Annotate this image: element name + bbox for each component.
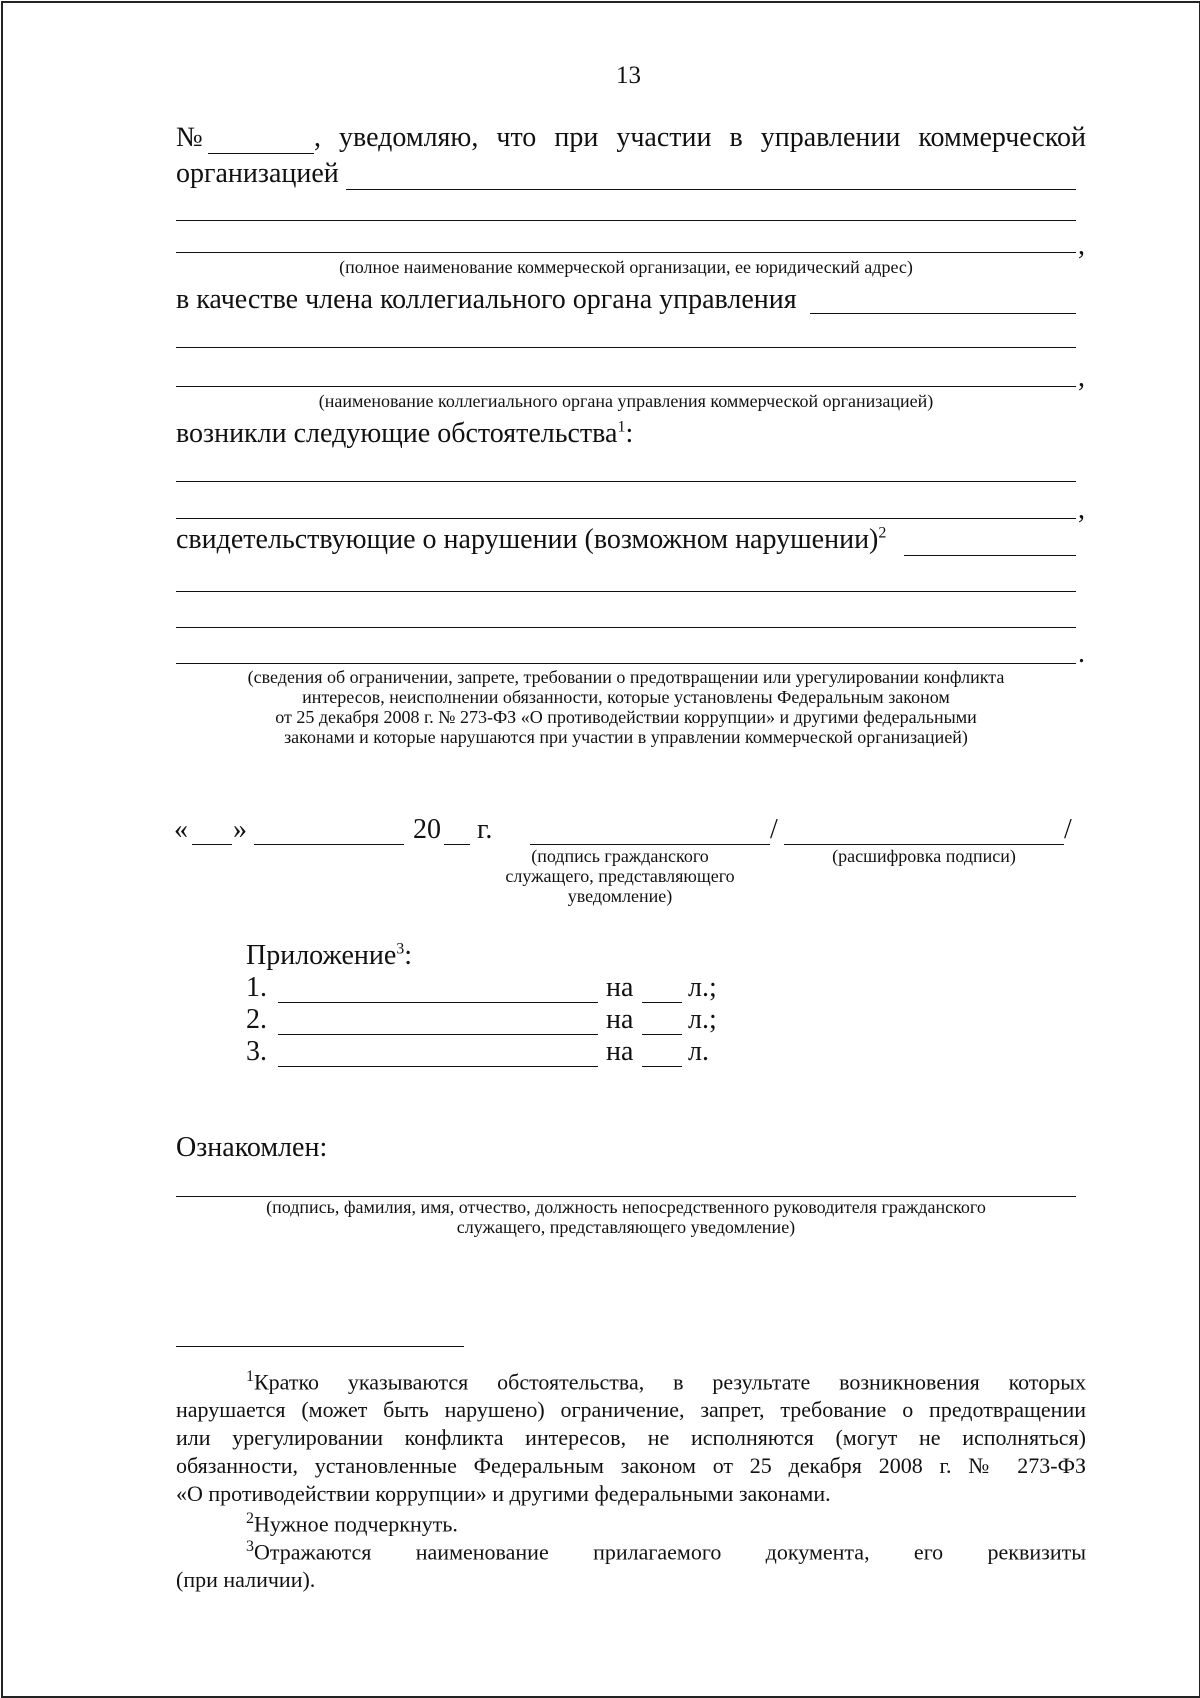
attachment-name-blank-3[interactable]	[278, 1066, 598, 1067]
footnote-mark-3: 3	[246, 1538, 254, 1555]
date-day-blank[interactable]	[192, 844, 232, 845]
page-number: 13	[616, 62, 641, 89]
caption-violation-info: (сведения об ограничении, запрете, требовании о предотвращении или урегулировании конфликта интересов, неисполнении обязанности, которые установлены Федеральным законом от 25 декабря 2008 г. № 273-ФЗ «О противодействии коррупции» и другими федеральными законами и которые нарушаются при участии в управлении коммерческой организацией)	[247, 667, 1005, 747]
date-year-blank[interactable]	[444, 844, 470, 845]
organization-label: организацией	[176, 158, 339, 189]
circumstances-blank-1[interactable]	[176, 481, 1076, 482]
attachment-pages-blank-2[interactable]	[642, 1034, 682, 1035]
attachment-na-1: на	[606, 972, 634, 1003]
attachment-num-2: 2.	[246, 1004, 267, 1035]
comma-3: ,	[1078, 494, 1085, 525]
date-month-blank[interactable]	[254, 844, 404, 845]
violation-blank-4[interactable]	[176, 663, 1076, 664]
date-year-prefix: 20	[413, 814, 441, 845]
signature-blank[interactable]	[530, 844, 770, 845]
organization-blank-2[interactable]	[176, 220, 1076, 221]
attachment-num-1: 1.	[246, 972, 267, 1003]
footnote-ref-2[interactable]: 2	[878, 524, 887, 542]
circumstances-blank-2[interactable]	[176, 518, 1076, 519]
organization-blank-1[interactable]	[346, 189, 1076, 190]
footnote-mark-1: 1	[246, 1368, 254, 1385]
acquainted-label: Ознакомлен:	[176, 1132, 328, 1163]
date-quote-close: »	[233, 814, 247, 845]
footnote-1: $^1$Кратко указываются обстоятельства, в результате возникновения которых нарушается (может быть нарушено) ограничение, запрет, требование о предотвращении или урегулировании конфликта интересов, не исполняются (могут не исполняться) обязанности, установленные Федеральным законом от 25 декабря 2008 г. № 273-ФЗ «О противодействии коррупции» и другими федеральными законами.	[176, 1368, 1086, 1507]
footnote-3: $^3$Отражаются наименование прилагаемого документа, его реквизиты (при наличии).	[176, 1538, 1086, 1593]
date-year-suffix: г.	[477, 814, 493, 845]
date-quote-open: «	[174, 814, 188, 845]
signature-decoding-blank[interactable]	[784, 844, 1064, 845]
caption-acquainted: (подпись, фамилия, имя, отчество, должность непосредственного руководителя гражданского служащего, представляющего уведомление)	[266, 1197, 986, 1237]
violation-blank-3[interactable]	[176, 627, 1076, 628]
attachment-num-3: 3.	[246, 1036, 267, 1067]
footnote-mark-2: 2	[246, 1510, 254, 1527]
attachments-title: Приложение$^3$:	[246, 940, 413, 971]
collegial-organ-label: в качестве члена коллегиального органа управления	[176, 284, 797, 315]
attachment-name-blank-2[interactable]	[278, 1034, 598, 1035]
number-blank[interactable]	[208, 153, 314, 154]
comma-1: ,	[1078, 230, 1085, 261]
period-1: .	[1078, 638, 1085, 669]
attachment-na-2: на	[606, 1004, 634, 1035]
attachment-suffix-3: л.	[688, 1036, 709, 1067]
violation-label: свидетельствующие о нарушении (возможном нарушении)$^2$	[176, 524, 887, 555]
intro-text: , уведомляю, что при участии в управлении коммерческой	[314, 122, 1086, 153]
footnote-ref-1[interactable]: 1	[617, 418, 626, 436]
organization-blank-3[interactable]	[176, 252, 1076, 253]
violation-blank-2[interactable]	[176, 591, 1076, 592]
intro-number-sign: №	[176, 122, 203, 153]
caption-collegial-organ: (наименование коллегиального органа управления коммерческой организацией)	[318, 391, 934, 411]
collegial-organ-blank-3[interactable]	[176, 386, 1076, 387]
circumstances-label: возникли следующие обстоятельства$^1$:	[176, 418, 634, 449]
caption-organization: (полное наименование коммерческой организации, ее юридический адрес)	[339, 257, 913, 277]
attachment-na-3: на	[606, 1036, 634, 1067]
comma-2: ,	[1078, 362, 1085, 393]
violation-blank-1[interactable]	[904, 555, 1076, 556]
collegial-organ-blank-1[interactable]	[810, 313, 1076, 314]
caption-signature: (подпись гражданского служащего, представляющего уведомление)	[505, 846, 735, 906]
attachment-pages-blank-3[interactable]	[642, 1066, 682, 1067]
attachment-pages-blank-1[interactable]	[642, 1002, 682, 1003]
attachment-suffix-1: л.;	[688, 972, 717, 1003]
collegial-organ-blank-2[interactable]	[176, 347, 1076, 348]
slash-1: /	[770, 814, 778, 845]
attachment-suffix-2: л.;	[688, 1004, 717, 1035]
footnote-separator	[176, 1346, 464, 1347]
caption-decoding: (расшифровка подписи)	[832, 846, 1016, 866]
footnote-ref-3[interactable]: 3	[396, 940, 405, 958]
slash-2: /	[1064, 814, 1072, 845]
attachment-name-blank-1[interactable]	[278, 1002, 598, 1003]
footnote-2: $^2$Нужное подчеркнуть.	[246, 1510, 458, 1537]
